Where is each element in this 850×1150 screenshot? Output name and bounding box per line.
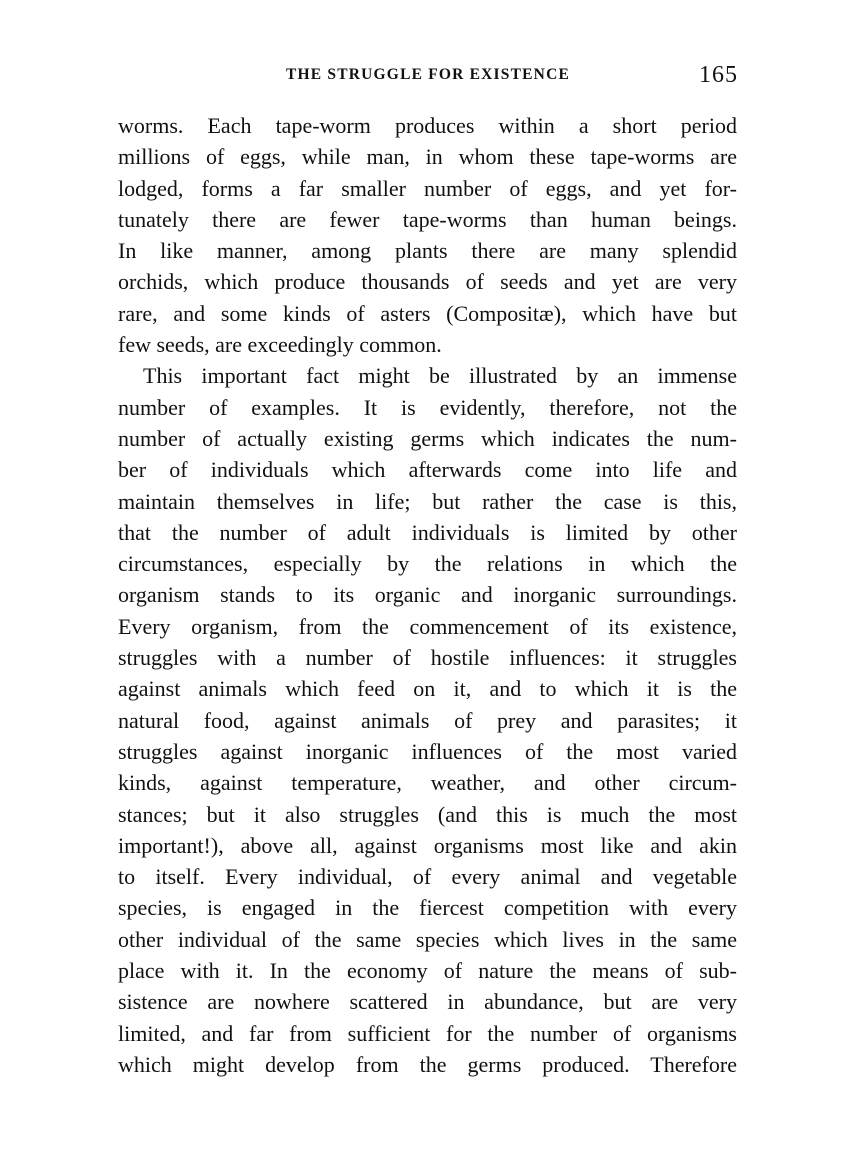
text-line: rare, and some kinds of asters (Compositæ), which have but: [118, 300, 737, 326]
text-line: ber of individuals which afterwards come into life and: [118, 457, 737, 483]
text-line: In like manner, among plants there are many splendid: [118, 238, 737, 264]
text-line: maintain themselves in life; but rather the case is this,: [118, 488, 737, 514]
text-line: which might develop from the germs produced. Therefore: [118, 1051, 737, 1077]
text-line: stances; but it also struggles (and this is much the most: [118, 801, 737, 827]
text-line: kinds, against temperature, weather, and other circum-: [118, 770, 737, 796]
page-number: 165: [699, 62, 738, 88]
text-line: limited, and far from sufficient for the number of organisms: [118, 1020, 737, 1046]
text-line: orchids, which produce thousands of seeds and yet are very: [118, 269, 737, 295]
text-line: struggles against inorganic influences of the most varied: [118, 738, 737, 764]
text-line: lodged, forms a far smaller number of eggs, and yet for-: [118, 175, 737, 201]
text-line: millions of eggs, while man, in whom these tape-worms are: [118, 144, 737, 170]
text-line: circumstances, especially by the relations in which the: [118, 551, 737, 577]
paragraph-end-line: few seeds, are exceedingly common.: [118, 332, 442, 358]
body-text: [118, 110, 737, 1080]
text-line: that the number of adult individuals is limited by other: [118, 519, 737, 545]
text-line: tunately there are fewer tape-worms than human beings.: [118, 206, 737, 232]
paragraph-start-line: This important fact might be illustrated by an immense: [143, 363, 737, 389]
running-title: THE STRUGGLE FOR EXISTENCE: [286, 66, 570, 83]
text-line: number of examples. It is evidently, therefore, not the: [118, 394, 737, 420]
text-line: sistence are nowhere scattered in abundance, but are very: [118, 989, 737, 1015]
text-line: place with it. In the economy of nature the means of sub-: [118, 958, 737, 984]
text-line: Every organism, from the commencement of its existence,: [118, 613, 737, 639]
text-line: important!), above all, against organisms most like and akin: [118, 832, 737, 858]
text-line: natural food, against animals of prey and parasites; it: [118, 707, 737, 733]
running-head: [118, 62, 738, 92]
text-line: organism stands to its organic and inorganic surroundings.: [118, 582, 737, 608]
text-line: worms. Each tape-worm produces within a short period: [118, 113, 737, 138]
text-line: species, is engaged in the fiercest competition with every: [118, 895, 737, 921]
text-line: number of actually existing germs which indicates the num-: [118, 425, 737, 451]
text-line: against animals which feed on it, and to which it is the: [118, 676, 737, 702]
text-line: other individual of the same species which lives in the same: [118, 926, 737, 952]
text-line: struggles with a number of hostile influences: it struggles: [118, 645, 737, 671]
text-line: to itself. Every individual, of every animal and vegetable: [118, 864, 737, 890]
